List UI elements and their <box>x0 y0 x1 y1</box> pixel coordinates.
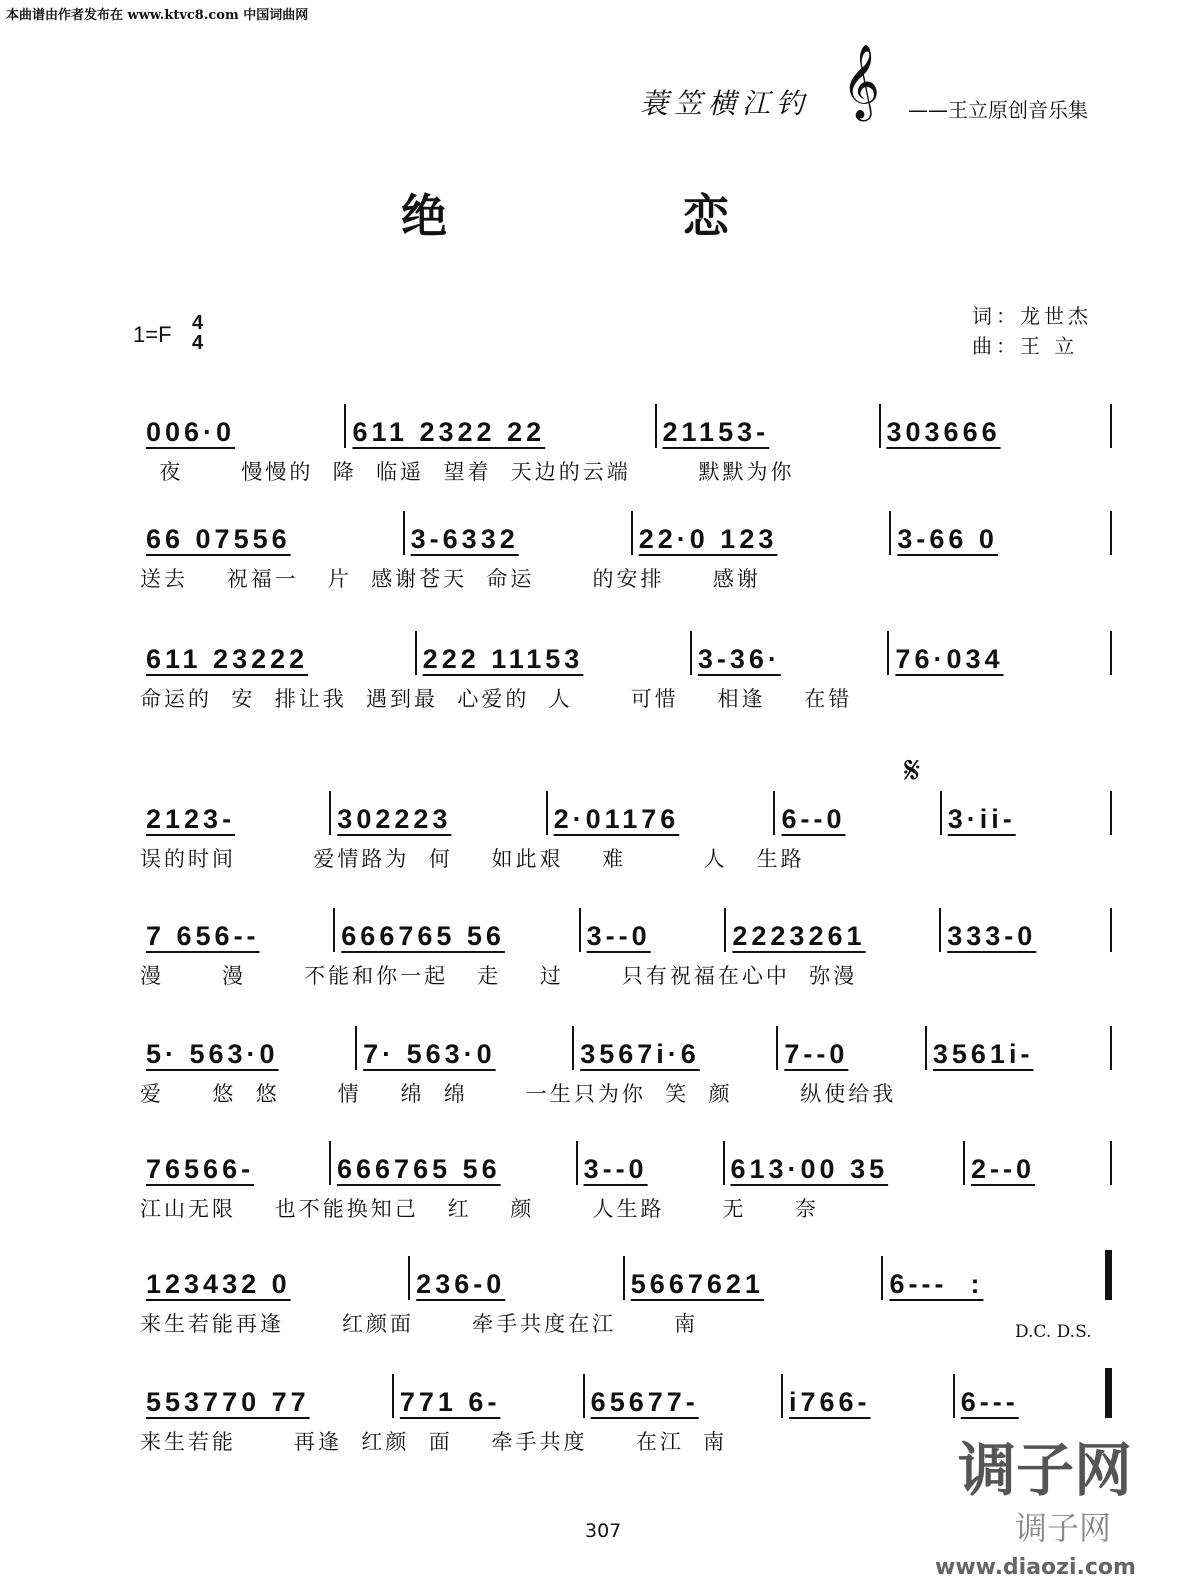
measure: 3-66 0 <box>897 524 998 554</box>
measure: 2--0 <box>971 1154 1036 1184</box>
end-barline <box>1110 791 1112 835</box>
measure: 613·00 35 <box>730 1154 889 1184</box>
measure: 3567i·6 <box>580 1039 700 1069</box>
lyricist-credit: 词：龙世杰 <box>972 304 1092 328</box>
measure: 76566- <box>146 1154 255 1184</box>
measure: 611 23222 <box>146 644 309 674</box>
measure: 553770 77 <box>146 1387 310 1417</box>
notation-row <box>140 408 1112 448</box>
measure: 6--- <box>960 1387 1019 1417</box>
watermark-logo-small: 调子网 <box>1015 1509 1112 1547</box>
measure: 3561i- <box>932 1039 1034 1069</box>
song-title: 绝 恋 <box>400 189 839 243</box>
measure: 666765 56 <box>337 1154 501 1184</box>
lyrics-line: 误的时间 爱情路为 何 如此艰 难 人 生路 <box>140 847 805 871</box>
measure: 3-36· <box>697 644 781 674</box>
end-barline <box>1110 1141 1112 1185</box>
time-signature <box>192 313 203 353</box>
lyrics-line: 江山无限 也不能换知己 红 颜 人生路 无 奈 <box>140 1197 819 1221</box>
measure: 302223 <box>337 804 452 834</box>
measure: 006·0 <box>146 417 236 447</box>
lyrics-line: 夜 慢慢的 降 临遥 望着 天边的云端 默默为你 <box>140 460 795 484</box>
lyrics-line: 送去 祝福一 片 感谢苍天 命运 的安排 感谢 <box>140 567 761 591</box>
key-signature: 1=F <box>133 322 172 347</box>
measure: 6--- : <box>889 1269 984 1299</box>
notation-row <box>140 1378 1112 1418</box>
notation-row <box>140 1145 1112 1185</box>
measure: 771 6- <box>399 1387 501 1417</box>
end-barline <box>1110 908 1112 952</box>
measure: 666765 56 <box>341 921 505 951</box>
measure: 2123- <box>146 804 236 834</box>
treble-clef-icon: 𝄞 <box>842 45 880 119</box>
measure: 2223261 <box>732 921 866 951</box>
page-number: 307 <box>585 1520 622 1542</box>
measure: 21153- <box>662 417 770 447</box>
collection-title: ——王立原创音乐集 <box>908 98 1088 122</box>
notation-row <box>140 912 1112 952</box>
end-barline <box>1110 631 1112 675</box>
measure: 2·01176 <box>553 804 680 834</box>
measure: 7 656-- <box>146 921 260 951</box>
lyrics-line: 来生若能 再逢 红颜 面 牵手共度 在江 南 <box>140 1430 728 1454</box>
notation-row <box>140 1260 1112 1300</box>
watermark-logo: 调子网 <box>958 1436 1133 1504</box>
lyrics-line: 命运的 安 排让我 遇到最 心爱的 人 可惜 相逢 在错 <box>140 687 853 711</box>
lyrics-line: 漫 漫 不能和你一起 走 过 只有祝福在心中 弥漫 <box>140 964 858 988</box>
notation-row <box>140 795 1112 835</box>
time-sig-bottom: 4 <box>192 332 204 354</box>
measure: 76·034 <box>895 644 1004 674</box>
notation-row <box>140 635 1112 675</box>
measure: 611 2322 22 <box>352 417 546 447</box>
end-barline <box>1110 404 1112 448</box>
notation-row <box>140 515 1112 555</box>
measure: 7· 563·0 <box>363 1039 496 1069</box>
measure: 123432 0 <box>146 1269 291 1299</box>
end-barline <box>1110 1026 1112 1070</box>
measure: 303666 <box>886 417 1001 447</box>
lyrics-line: 来生若能再逢 红颜面 牵手共度在江 南 <box>140 1312 699 1336</box>
series-title: 蓑笠横江钓 <box>640 87 811 120</box>
end-barline <box>1105 1368 1112 1418</box>
notation-row <box>140 1030 1112 1070</box>
measure: 7--0 <box>784 1039 849 1069</box>
measure: 222 11153 <box>422 644 584 674</box>
measure: 3-6332 <box>410 524 519 554</box>
segno-sign: 𝄋 <box>904 748 921 792</box>
lyrics-line: 爱 悠 悠 情 绵 绵 一生只为你 笑 颜 纵使给我 <box>140 1082 897 1106</box>
measure: 3·ii- <box>947 804 1016 834</box>
dc-ds-marking: D.C. D.S. <box>1015 1322 1092 1342</box>
end-barline <box>1110 511 1112 555</box>
measure: 5· 563·0 <box>146 1039 279 1069</box>
end-barline <box>1105 1250 1112 1300</box>
measure: 236-0 <box>416 1269 506 1299</box>
measure: 66 07556 <box>146 524 291 554</box>
measure: 333-0 <box>947 921 1037 951</box>
measure: 3--0 <box>583 1154 648 1184</box>
source-note: 本曲谱由作者发布在 www.ktvc8.com 中国词曲网 <box>6 8 309 23</box>
composer-credit: 曲：王 立 <box>972 334 1079 358</box>
measure: 3--0 <box>586 921 651 951</box>
time-sig-top: 4 <box>192 312 204 334</box>
measure: 22·0 123 <box>638 524 778 554</box>
watermark-url: www.diaozi.com <box>935 1555 1136 1580</box>
measure: 65677- <box>590 1387 699 1417</box>
measure: 6--0 <box>781 804 846 834</box>
measure: 5667621 <box>630 1269 764 1299</box>
measure: i766- <box>788 1387 871 1417</box>
